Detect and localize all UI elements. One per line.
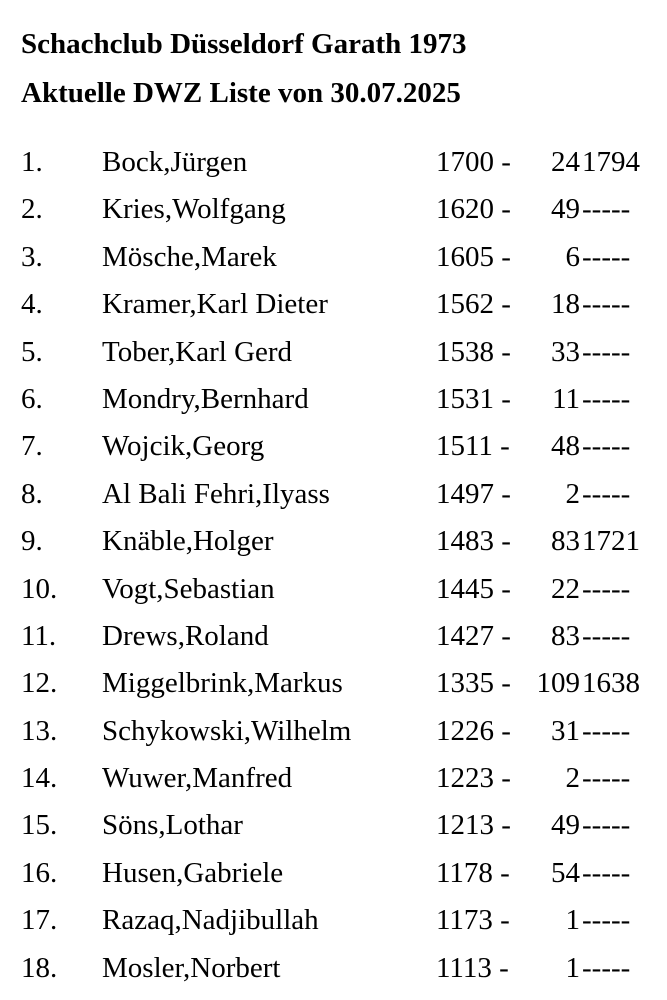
player-diff: 33: [551, 335, 580, 368]
ranking-row: [0, 141, 667, 188]
player-diff: 2: [565, 477, 580, 510]
ranking-row: [0, 378, 667, 425]
player-rank: 9.: [21, 525, 43, 558]
player-rank: 10.: [21, 572, 58, 605]
player-previous: -----: [582, 240, 631, 273]
ranking-row: [0, 283, 667, 330]
player-dwz: 1445 -: [436, 572, 511, 605]
player-diff: 49: [551, 193, 580, 226]
player-name: Mosler,Norbert: [102, 951, 281, 984]
player-dwz: 1173 -: [436, 904, 510, 937]
player-previous: -----: [582, 904, 631, 937]
player-name: Husen,Gabriele: [102, 856, 284, 889]
player-previous: -----: [582, 430, 631, 463]
ranking-row: [0, 947, 667, 994]
player-rank: 17.: [21, 904, 58, 937]
player-dwz: 1531 -: [436, 382, 511, 415]
player-rank: 2.: [21, 193, 43, 226]
player-rank: 1.: [21, 146, 43, 178]
player-name: Drews,Roland: [102, 619, 269, 652]
player-rank: 6.: [21, 382, 43, 415]
player-previous: 1794: [582, 146, 640, 178]
ranking-row: [0, 520, 667, 567]
player-previous: -----: [582, 382, 631, 415]
player-name: Söns,Lothar: [102, 809, 243, 842]
player-name: Knäble,Holger: [102, 525, 274, 558]
player-dwz: 1113 -: [436, 951, 509, 984]
player-dwz: 1562 -: [436, 288, 511, 321]
player-rank: 12.: [21, 667, 58, 700]
player-previous: 1638: [582, 667, 640, 700]
player-diff: 6: [565, 240, 580, 273]
player-dwz: 1427 -: [436, 619, 511, 652]
player-rank: 13.: [21, 714, 58, 747]
ranking-row: [0, 804, 667, 851]
player-rank: 14.: [21, 762, 58, 795]
player-dwz: 1178 -: [436, 856, 510, 889]
player-name: Tober,Karl Gerd: [102, 335, 293, 368]
player-previous: -----: [582, 809, 631, 842]
document-header: [21, 20, 467, 118]
player-dwz: 1620 -: [436, 193, 511, 226]
club-title: Schachclub Düsseldorf Garath 1973: [21, 28, 467, 60]
player-name: Vogt,Sebastian: [102, 572, 275, 605]
player-previous: -----: [582, 288, 631, 321]
player-diff: 54: [551, 856, 580, 889]
player-name: Mösche,Marek: [102, 240, 277, 273]
player-previous: -----: [582, 335, 631, 368]
player-rank: 11.: [21, 619, 57, 652]
ranking-row: [0, 236, 667, 283]
player-rank: 4.: [21, 288, 43, 321]
player-name: Kramer,Karl Dieter: [102, 288, 328, 321]
player-diff: 49: [551, 809, 580, 842]
ranking-row: [0, 568, 667, 615]
player-name: Al Bali Fehri,Ilyass: [102, 477, 330, 510]
player-diff: 1: [565, 904, 580, 937]
player-dwz: 1700 -: [436, 146, 511, 178]
player-previous: -----: [582, 193, 631, 226]
player-dwz: 1511 -: [436, 430, 510, 463]
ranking-row: [0, 473, 667, 520]
player-dwz: 1223 -: [436, 762, 511, 795]
player-diff: 83: [551, 619, 580, 652]
player-diff: 11: [552, 382, 580, 415]
player-diff: 31: [551, 714, 580, 747]
player-diff: 22: [551, 572, 580, 605]
player-dwz: 1335 -: [436, 667, 511, 700]
ranking-row: [0, 710, 667, 757]
ranking-row: [0, 615, 667, 662]
player-diff: 18: [551, 288, 580, 321]
player-dwz: 1483 -: [436, 525, 511, 558]
player-diff: 83: [551, 525, 580, 558]
player-dwz: 1226 -: [436, 714, 511, 747]
player-rank: 18.: [21, 951, 58, 984]
player-diff: 48: [551, 430, 580, 463]
player-rank: 7.: [21, 430, 43, 463]
player-previous: -----: [582, 619, 631, 652]
player-previous: -----: [582, 714, 631, 747]
player-dwz: 1497 -: [436, 477, 511, 510]
player-name: Schykowski,Wilhelm: [102, 714, 352, 747]
player-name: Wuwer,Manfred: [102, 762, 293, 795]
player-name: Razaq,Nadjibullah: [102, 904, 319, 937]
player-previous: 1721: [582, 525, 640, 558]
player-rank: 5.: [21, 335, 43, 368]
player-name: Kries,Wolfgang: [102, 193, 286, 226]
dwz-ranking-list: [0, 141, 667, 994]
player-rank: 15.: [21, 809, 58, 842]
player-previous: -----: [582, 572, 631, 605]
ranking-row: [0, 852, 667, 899]
ranking-row: [0, 425, 667, 472]
player-rank: 16.: [21, 856, 58, 889]
ranking-row: [0, 662, 667, 709]
player-dwz: 1605 -: [436, 240, 511, 273]
ranking-row: [0, 331, 667, 378]
player-name: Mondry,Bernhard: [102, 382, 309, 415]
player-rank: 3.: [21, 240, 43, 273]
player-previous: -----: [582, 477, 631, 510]
player-dwz: 1213 -: [436, 809, 511, 842]
player-diff: 109: [536, 667, 580, 700]
player-name: Wojcik,Georg: [102, 430, 265, 463]
player-previous: -----: [582, 951, 631, 984]
player-previous: -----: [582, 762, 631, 795]
ranking-row: [0, 899, 667, 946]
player-rank: 8.: [21, 477, 43, 510]
player-previous: -----: [582, 856, 631, 889]
player-diff: 2: [565, 762, 580, 795]
player-name: Miggelbrink,Markus: [102, 667, 343, 700]
player-name: Bock,Jürgen: [102, 146, 248, 178]
player-diff: 24: [551, 146, 580, 178]
ranking-row: [0, 188, 667, 235]
player-diff: 1: [565, 951, 580, 984]
list-subtitle: Aktuelle DWZ Liste von 30.07.2025: [21, 77, 461, 109]
player-dwz: 1538 -: [436, 335, 511, 368]
ranking-row: [0, 757, 667, 804]
